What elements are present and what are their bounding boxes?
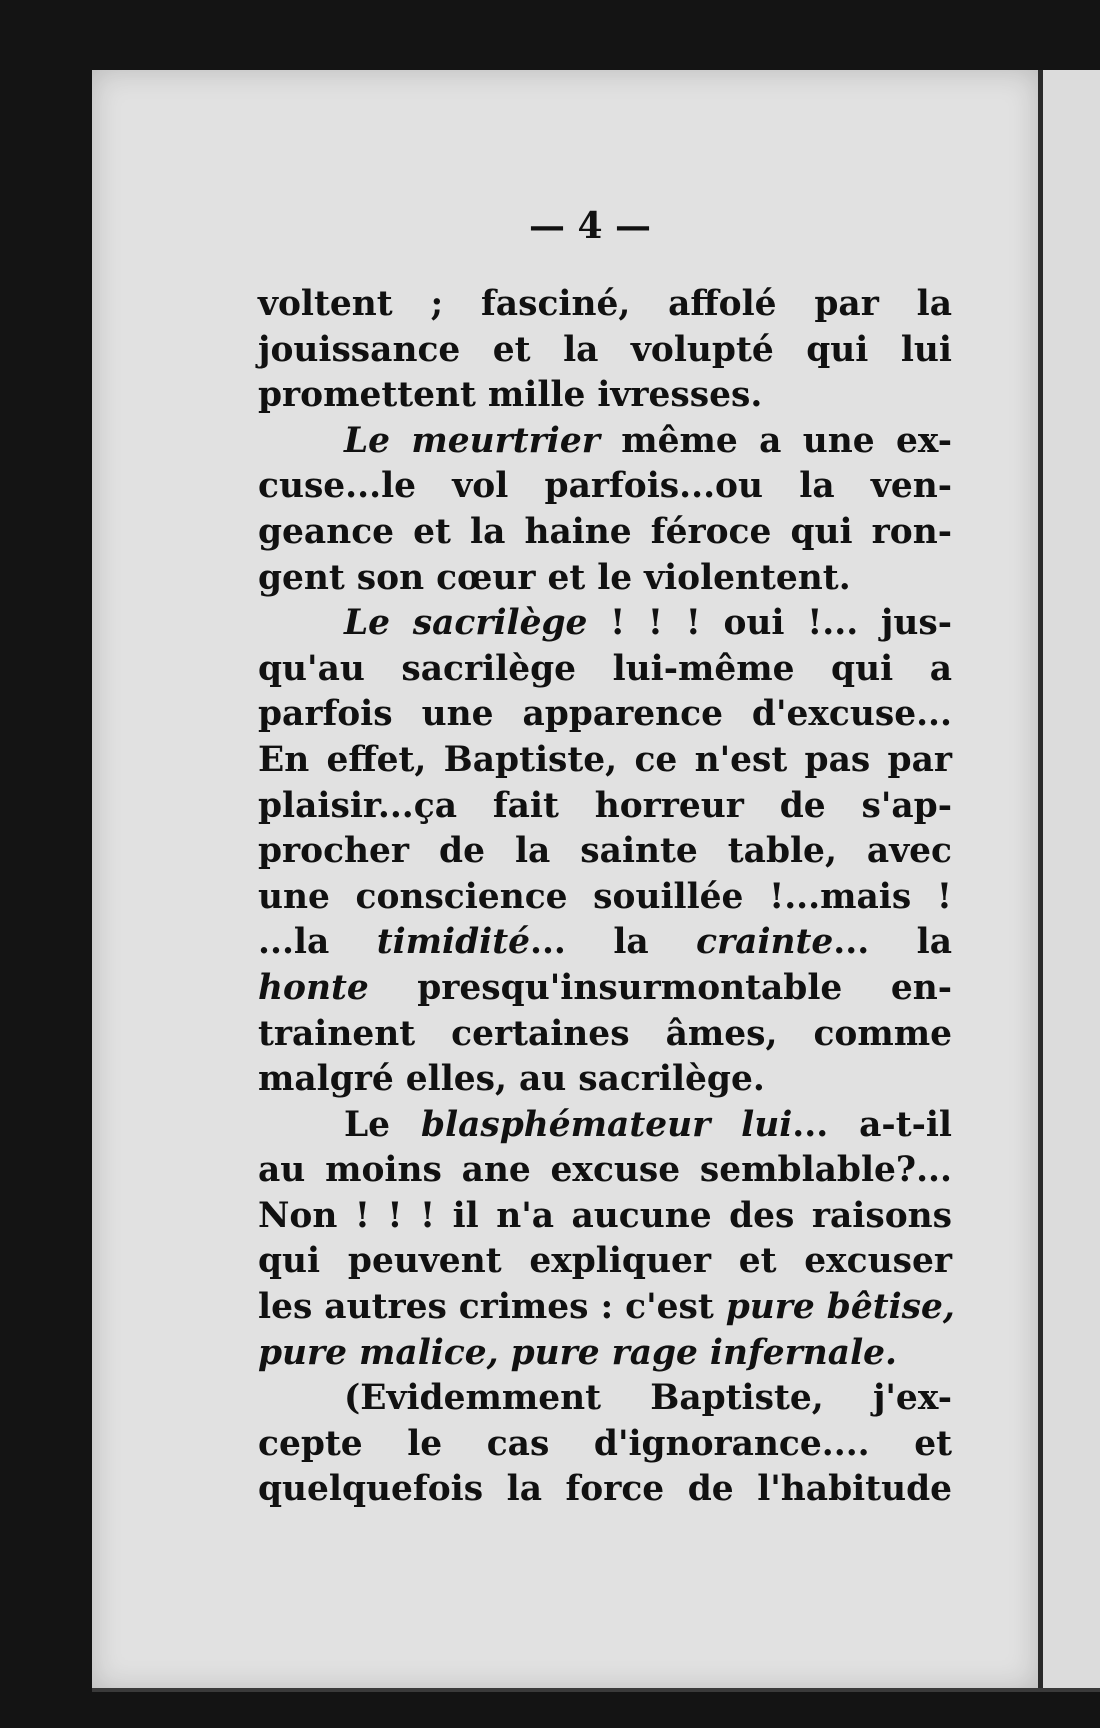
text-line: honte presqu'insurmontable en- xyxy=(258,967,952,1008)
italic-text: Le sacrilège xyxy=(344,603,588,644)
text-line: les autres crimes : c'est pure bêtise, xyxy=(258,1287,955,1328)
italic-text: honte xyxy=(258,967,369,1008)
page-number: — 4 — xyxy=(528,205,652,247)
body-text xyxy=(258,282,955,1513)
text-line: promettent mille ivresses. xyxy=(258,375,763,416)
text-line: cepte le cas d'ignorance.... et xyxy=(258,1423,952,1464)
text-line: plaisir...ça fait horreur de s'ap- xyxy=(258,785,952,826)
italic-text: blasphémateur lui xyxy=(420,1104,793,1145)
text-line: Le blasphémateur lui... a-t-il xyxy=(344,1104,952,1145)
text-line: procher de la sainte table, avec xyxy=(258,831,952,872)
italic-text: pure bêtise, xyxy=(725,1287,955,1328)
italic-text: pure malice, pure rage infernale. xyxy=(258,1332,897,1373)
italic-text: Le meurtrier xyxy=(344,420,600,461)
text-line: qu'au sacrilège lui-même qui a xyxy=(258,648,952,689)
text-line: une conscience souillée !...mais ! xyxy=(258,876,952,917)
italic-text: crainte xyxy=(696,922,834,963)
text-line: Non ! ! ! il n'a aucune des raisons xyxy=(258,1195,952,1236)
text-line: trainent certaines âmes, comme xyxy=(258,1013,952,1054)
text-line: Le sacrilège ! ! ! oui !... jus- xyxy=(344,603,952,644)
text-line: au moins ane excuse semblable?... xyxy=(258,1150,952,1191)
text-line: qui peuvent expliquer et excuser xyxy=(258,1241,952,1282)
facing-page-edge xyxy=(1038,70,1100,1690)
text-line: malgré elles, au sacrilège. xyxy=(258,1059,765,1100)
text-line: cuse...le vol parfois...ou la ven- xyxy=(258,466,952,507)
page-bottom-edge xyxy=(92,1688,1100,1692)
text-line: gent son cœur et le violentent. xyxy=(258,557,851,598)
text-line: jouissance et la volupté qui lui xyxy=(258,329,952,370)
text-line: (Evidemment Baptiste, j'ex- xyxy=(344,1378,952,1419)
text-line: parfois une apparence d'excuse... xyxy=(258,694,952,735)
text-line xyxy=(258,1331,952,1377)
text-line: ...la timidité... la crainte... la xyxy=(258,922,952,963)
text-line: voltent ; fasciné, affolé par la xyxy=(258,284,952,324)
text-line: quelquefois la force de l'habitude xyxy=(258,1469,952,1510)
text-line: geance et la haine féroce qui ron- xyxy=(258,511,952,552)
text-line: En effet, Baptiste, ce n'est pas par xyxy=(258,739,952,780)
text-line: Le meurtrier même a une ex- xyxy=(344,420,953,461)
italic-text: timidité xyxy=(376,922,530,963)
